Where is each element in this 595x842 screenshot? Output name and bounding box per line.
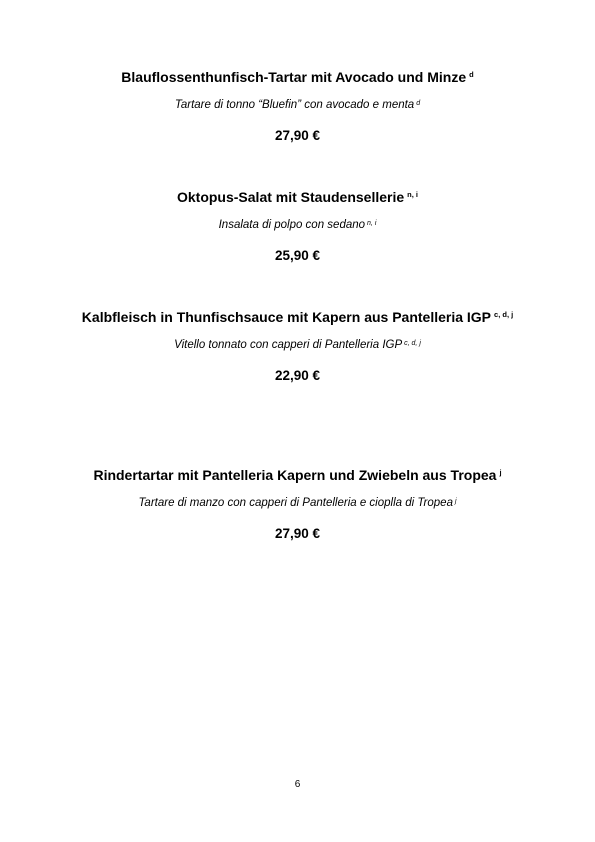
menu-item bbox=[0, 188, 595, 264]
allergen-codes: n, i bbox=[367, 220, 377, 227]
dish-name-german bbox=[0, 466, 595, 484]
dish-name-german bbox=[0, 308, 595, 326]
dish-name-italian bbox=[0, 496, 595, 511]
dish-price: 25,90 € bbox=[274, 248, 321, 263]
dish-name-german-text: Kalbfleisch in Thunfischsauce mit Kapern aus Pantelleria IGP bbox=[81, 309, 492, 325]
allergen-codes: c, d, j bbox=[404, 340, 421, 347]
dish-name-italian bbox=[0, 98, 595, 113]
dish-name-german bbox=[0, 68, 595, 86]
menu-item bbox=[0, 68, 595, 144]
allergen-codes: j bbox=[499, 468, 502, 477]
dish-name-italian bbox=[0, 338, 595, 353]
page-number: 6 bbox=[294, 779, 301, 790]
dish-name-german-text: Oktopus-Salat mit Staudensellerie bbox=[176, 189, 405, 205]
allergen-codes: j bbox=[454, 498, 457, 505]
allergen-codes: d bbox=[416, 100, 421, 107]
dish-price: 22,90 € bbox=[274, 368, 321, 383]
menu-item bbox=[0, 466, 595, 542]
dish-name-german-text: Rindertartar mit Pantelleria Kapern und Zwiebeln aus Tropea bbox=[93, 467, 497, 483]
menu-item bbox=[0, 308, 595, 384]
dish-name-italian-text: Tartare di manzo con capperi di Pantelleria e cioplla di Tropea bbox=[138, 497, 453, 509]
dish-price: 27,90 € bbox=[274, 128, 321, 143]
allergen-codes: d bbox=[469, 70, 474, 79]
allergen-codes: n, i bbox=[407, 190, 418, 199]
dish-price: 27,90 € bbox=[274, 526, 321, 541]
dish-name-italian-text: Insalata di polpo con sedano bbox=[218, 219, 366, 231]
dish-name-italian bbox=[0, 218, 595, 233]
dish-name-german bbox=[0, 188, 595, 206]
dish-name-italian-text: Tartare di tonno “Bluefin” con avocado e menta bbox=[174, 99, 415, 111]
allergen-codes: c, d, j bbox=[494, 310, 514, 319]
dish-name-italian-text: Vitello tonnato con capperi di Pantelleria IGP bbox=[174, 339, 403, 351]
dish-name-german-text: Blauflossenthunfisch-Tartar mit Avocado und Minze bbox=[121, 69, 467, 85]
